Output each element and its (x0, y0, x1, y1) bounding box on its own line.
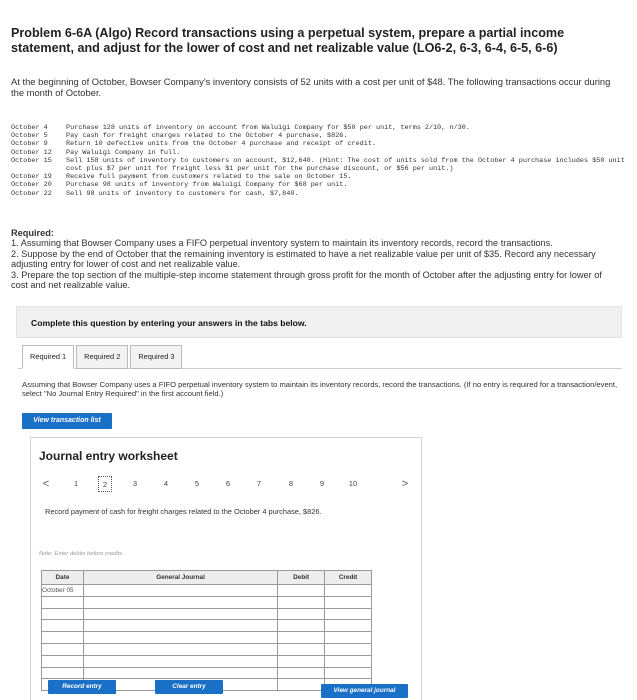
debit-cell[interactable] (278, 679, 325, 691)
transaction-text: Sell 98 units of inventory to customers for cash, $7,840. (66, 189, 299, 198)
account-cell[interactable] (83, 643, 277, 655)
required-item-1: 1. Assuming that Bowser Company uses a FIFO perpetual inventory system to maintain its inventory records, record the transactions. (11, 238, 553, 249)
worksheet-title: Journal entry worksheet (39, 449, 178, 463)
transaction-date: October 5 (11, 132, 48, 141)
page-1[interactable]: 1 (73, 479, 79, 488)
view-general-journal-button[interactable]: View general journal (321, 684, 408, 698)
page-3[interactable]: 3 (132, 479, 138, 488)
credit-cell[interactable] (325, 620, 372, 632)
page-10[interactable]: 10 (348, 479, 358, 488)
transaction-row (11, 181, 626, 189)
tab-bar (22, 345, 184, 369)
page-7[interactable]: 7 (256, 479, 262, 488)
instructions-banner (16, 306, 622, 338)
transaction-text: Pay cash for freight charges related to the October 4 purchase, $826. (66, 132, 348, 141)
credit-cell[interactable] (325, 667, 372, 679)
date-cell[interactable] (42, 643, 84, 655)
header-debit: Debit (278, 571, 325, 585)
page-5[interactable]: 5 (194, 479, 200, 488)
debit-cell[interactable] (278, 655, 325, 667)
account-cell[interactable] (83, 585, 277, 597)
instructions-text: Complete this question by entering your answers in the tabs below. (31, 318, 307, 328)
debit-cell[interactable] (278, 643, 325, 655)
transaction-text: Return 10 defective units from the October 4 purchase and receipt of credit. (66, 140, 376, 149)
transaction-date: October 9 (11, 140, 48, 149)
date-cell[interactable] (42, 655, 84, 667)
journal-row (42, 608, 372, 620)
credit-cell[interactable] (325, 585, 372, 597)
account-cell[interactable] (83, 608, 277, 620)
transaction-row (11, 124, 626, 132)
page-4[interactable]: 4 (163, 479, 169, 488)
tab-required-3[interactable]: Required 3 (130, 345, 182, 369)
debit-cell[interactable] (278, 620, 325, 632)
next-arrow-icon[interactable]: > (401, 478, 409, 490)
transaction-date: October 4 (11, 124, 48, 132)
required-item-2: 2. Suppose by the end of October that the remaining inventory is estimated to have a net realizable value per unit of $35. Record any necessary adjusting entry for lower of cost and net realizable value. (11, 248, 596, 270)
journal-row (42, 620, 372, 632)
tab-required-1[interactable]: Required 1 (22, 345, 74, 369)
problem-intro: At the beginning of October, Bowser Company's inventory consists of 52 units with a cost per unit of $48. The following transactions occur during the month of October. (11, 76, 611, 98)
page-9[interactable]: 9 (319, 479, 325, 488)
credit-cell[interactable] (325, 632, 372, 644)
journal-row (42, 596, 372, 608)
required-heading: Required: (11, 228, 54, 238)
debit-cell[interactable] (278, 608, 325, 620)
debit-cell[interactable] (278, 596, 325, 608)
transaction-date: October 15 (11, 156, 52, 165)
journal-table (41, 570, 372, 691)
transaction-row (11, 173, 626, 181)
header-credit: Credit (325, 571, 372, 585)
journal-row (42, 667, 372, 679)
debit-cell[interactable] (278, 632, 325, 644)
credit-cell[interactable] (325, 608, 372, 620)
tab-required-2[interactable]: Required 2 (76, 345, 128, 369)
date-cell[interactable]: October 05 (42, 585, 84, 597)
transaction-date: October 22 (11, 189, 52, 198)
journal-entry-worksheet (30, 437, 422, 700)
journal-row (42, 643, 372, 655)
account-cell[interactable] (83, 632, 277, 644)
debit-cell[interactable] (278, 667, 325, 679)
credit-cell[interactable] (325, 643, 372, 655)
entry-description: Record payment of cash for freight charges related to the October 4 purchase, $826. (45, 507, 322, 516)
transaction-text: Purchase 128 units of inventory on account from Waluigi Company for $50 per unit, terms 2/10, n/30. (66, 124, 470, 132)
worksheet-pager (37, 476, 412, 492)
transaction-row (11, 140, 626, 148)
prev-arrow-icon[interactable]: < (42, 478, 50, 490)
account-cell[interactable] (83, 667, 277, 679)
required-item-3: 3. Prepare the top section of the multiple-step income statement through gross profit for the month of October after the adjusting entry for lower of cost and net realizable value. (11, 269, 602, 291)
page-2[interactable]: 2 (98, 476, 112, 492)
debit-credit-note: Note: Enter debits before credits. (39, 551, 124, 557)
transaction-text: Receive full payment from customers related to the sale on October 15. (66, 173, 352, 182)
journal-row (42, 585, 372, 597)
account-cell[interactable] (83, 655, 277, 667)
credit-cell[interactable] (325, 596, 372, 608)
date-cell[interactable] (42, 620, 84, 632)
clear-entry-button[interactable]: Clear entry (155, 680, 223, 694)
problem-title: Problem 6-6A (Algo) Record transactions using a perpetual system, prepare a partial income statement, and adjust for the lower of cost and net realizable value (LO6-2, 6-3, 6-4, 6-5, 6-6) (11, 26, 565, 55)
view-transaction-list-button[interactable]: View transaction list (22, 413, 112, 429)
transaction-text: Pay Waluigi Company in full. (66, 148, 181, 157)
transaction-row (11, 190, 626, 198)
required-section (11, 228, 621, 290)
account-cell[interactable] (83, 596, 277, 608)
transaction-date: October 12 (11, 148, 52, 157)
transaction-date: October 19 (11, 173, 52, 182)
credit-cell[interactable] (325, 655, 372, 667)
record-entry-button[interactable]: Record entry (48, 680, 116, 694)
transaction-date: October 20 (11, 181, 52, 190)
page-6[interactable]: 6 (225, 479, 231, 488)
transaction-row (11, 132, 626, 140)
header-date: Date (42, 571, 84, 585)
journal-row (42, 655, 372, 667)
transaction-text: Purchase 98 units of inventory from Waluigi Company for $68 per unit. (66, 181, 348, 190)
transaction-text: Sell 158 units of inventory to customers on account, $12,640. (Hint: The cost of units sold from the October 4 purchase includes $50 unit cost plus $7 per unit for freight less $1 per unit for the purchase discount, or $56 per unit.) (66, 156, 629, 174)
page-8[interactable]: 8 (288, 479, 294, 488)
date-cell[interactable] (42, 596, 84, 608)
header-general-journal: General Journal (83, 571, 277, 585)
transaction-row (11, 156, 629, 174)
account-cell[interactable] (83, 620, 277, 632)
date-cell[interactable] (42, 667, 84, 679)
assumption-text: Assuming that Bowser Company uses a FIFO perpetual inventory system to maintain its inventory records, record the transactions. (If no entry is required for a transaction/event, select "No Journal Entry Required" in the first account field.) (22, 380, 618, 399)
transactions-list (11, 124, 629, 198)
journal-row (42, 632, 372, 644)
date-cell[interactable] (42, 632, 84, 644)
transaction-row (11, 149, 626, 157)
debit-cell[interactable] (278, 585, 325, 597)
date-cell[interactable] (42, 608, 84, 620)
